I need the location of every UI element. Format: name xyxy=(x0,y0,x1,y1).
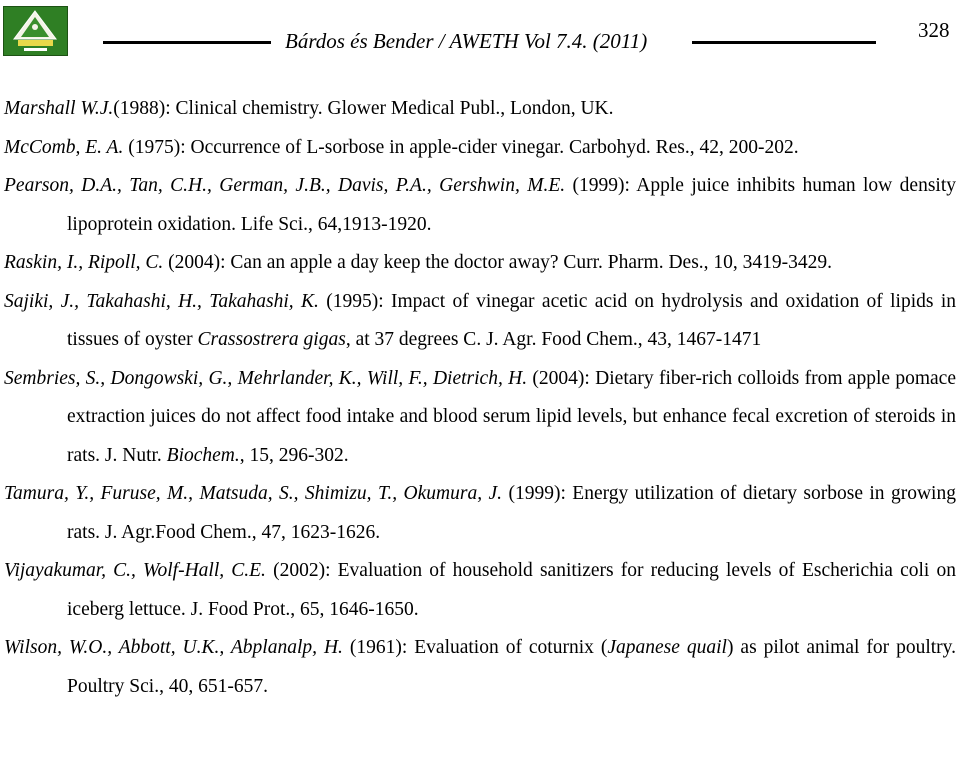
reference-text: (1975): Occurrence of L-sorbose in apple-cider vinegar. Carbohyd. Res., 42, 200-202. xyxy=(123,136,799,158)
reference-entry xyxy=(4,475,956,552)
reference-authors: Tamura, Y., Furuse, M., Matsuda, S., Shimizu, T., Okumura, J. xyxy=(4,483,503,504)
species-name: Crassostrera gigas xyxy=(197,329,346,350)
reference-entry xyxy=(4,129,956,168)
page-number: 328 xyxy=(918,18,950,42)
reference-text: ) as pilot animal for poultry. Poultry Sci., 40, 651-657. xyxy=(67,637,957,697)
reference-entry xyxy=(4,90,956,129)
reference-text: , at 37 degrees C. J. Agr. Food Chem., 43, 1467-1471 xyxy=(345,329,762,350)
reference-authors: Sembries, S., Dongowski, G., Mehrlander, K., Will, F., Dietrich, H. xyxy=(4,367,528,389)
reference-text: (2004): Can an apple a day keep the doctor away? Curr. Pharm. Des., 10, 3419-3429. xyxy=(163,252,833,273)
reference-authors: Wilson, W.O., Abbott, U.K., Abplanalp, H. xyxy=(4,637,343,658)
journal-name: Biochem. xyxy=(166,444,240,466)
reference-authors: Vijayakumar, C., Wolf-Hall, C.E. xyxy=(4,560,266,581)
page-header xyxy=(0,0,960,70)
reference-authors: Marshall W.J. xyxy=(4,98,114,119)
reference-text: , 15, 296-302. xyxy=(239,444,349,466)
reference-text: (1999): Energy utilization of dietary sorbose in growing rats. J. Agr.Food Chem., 47, 1623-1626. xyxy=(67,483,956,543)
reference-authors: Raskin, I., Ripoll, C. xyxy=(4,252,164,273)
reference-text: (2002): Evaluation of household sanitizers for reducing levels of Escherichia coli on iceberg lettuce. J. Food Prot., 65, 1646-1650. xyxy=(67,560,956,620)
aweth-logo-graphic xyxy=(4,7,67,55)
reference-text: (1995): Impact of vinegar acetic acid on hydrolysis and oxidation of lipids in tissues of oyster xyxy=(67,290,957,350)
reference-entry xyxy=(4,244,956,283)
reference-entry xyxy=(4,629,956,706)
journal-citation-header: Bárdos és Bender / AWETH Vol 7.4. (2011) xyxy=(285,29,648,53)
reference-entry xyxy=(4,167,956,244)
header-rule-right xyxy=(692,41,876,44)
reference-text: (1999): Apple juice inhibits human low density lipoprotein oxidation. Life Sci., 64,1913-1920. xyxy=(67,175,956,235)
header-rule-left xyxy=(103,41,271,44)
species-name: Japanese quail xyxy=(607,637,727,658)
reference-text: (1988): Clinical chemistry. Glower Medical Publ., London, UK. xyxy=(113,98,614,119)
reference-entry xyxy=(4,552,956,629)
reference-entry xyxy=(4,283,956,360)
reference-entry xyxy=(4,360,956,476)
reference-authors: McComb, E. A. xyxy=(4,136,124,158)
reference-authors: Pearson, D.A., Tan, C.H., German, J.B., Davis, P.A., Gershwin, M.E. xyxy=(4,175,566,196)
reference-text: (2004): Dietary fiber-rich colloids from apple pomace extraction juices do not affect food intake and blood serum lipid levels, but enhance fecal excretion of steroids in rats. J. Nutr. xyxy=(67,367,956,466)
reference-list xyxy=(4,90,956,706)
aweth-logo xyxy=(3,6,68,56)
reference-authors: Sajiki, J., Takahashi, H., Takahashi, K. xyxy=(4,290,319,312)
reference-text: (1961): Evaluation of coturnix ( xyxy=(342,637,608,658)
